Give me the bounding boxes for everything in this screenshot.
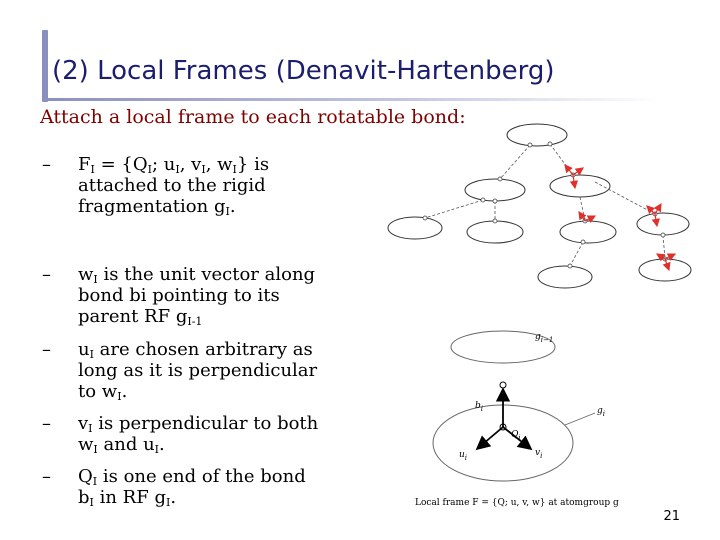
tree-node-2b: [550, 175, 610, 197]
bullet-line: [78, 487, 306, 508]
label-v: v: [535, 448, 541, 458]
tree-node-root: [507, 124, 567, 146]
bullet-text: w: [78, 264, 94, 285]
subscript: I: [89, 348, 94, 361]
bullet-text: , v: [179, 154, 202, 175]
bullet-line: [78, 264, 315, 285]
u-axis: [477, 427, 503, 449]
bullet-line: [78, 285, 315, 306]
bullet-line: [78, 175, 269, 196]
subscript: I: [88, 422, 93, 435]
bullet-text: .: [121, 381, 128, 402]
bullet-text: to w: [78, 381, 118, 402]
bullet-dash: –: [42, 154, 51, 175]
bullet-text: b: [78, 487, 90, 508]
subscript: I: [201, 163, 206, 176]
bullet-text: is one end of the bond: [97, 466, 306, 487]
subscript: I: [93, 273, 98, 286]
bullet-dash: –: [42, 264, 51, 285]
bullet-text: is the unit vector along: [97, 264, 316, 285]
label-Q: Q: [511, 430, 519, 440]
svg-text:vi: $v_i$: [535, 448, 543, 460]
label-b: b: [475, 401, 481, 411]
svg-text:bi: $b_i$: [475, 401, 484, 413]
bullet-text: in RF g: [93, 487, 166, 508]
bullet-text: fragmentation g: [78, 196, 226, 217]
bullet-text: u: [78, 339, 90, 360]
tree-node-3d: [637, 213, 689, 235]
bullet-text: parent RF g: [78, 306, 188, 327]
bullet-line: [78, 196, 269, 217]
bullet-text: } is: [236, 154, 270, 175]
bullet-line: [78, 466, 306, 487]
label-g-parent: g: [535, 332, 541, 342]
subscript: I: [147, 163, 152, 176]
subscript: I-1: [187, 315, 203, 328]
label-g: g: [597, 406, 603, 416]
bullet-text: , w: [205, 154, 233, 175]
intro-text: Attach a local frame to each rotatable bond:: [40, 106, 466, 128]
local-frame-diagram: [395, 325, 685, 525]
subscript: I: [232, 163, 237, 176]
tree-node-4a: [538, 266, 592, 288]
subscript: I: [89, 496, 94, 509]
title-accent-bar: [42, 30, 48, 102]
bullet-line: [78, 154, 269, 175]
svg-text:gi: $g_i$: [597, 406, 606, 418]
subscript: I: [117, 390, 122, 403]
subscript: I: [93, 443, 98, 456]
bullet-text: w: [78, 434, 94, 455]
page-number: 21: [663, 509, 680, 524]
slide-title: (2) Local Frames (Denavit-Hartenberg): [52, 56, 555, 86]
tree-node-3c: [560, 221, 616, 243]
tree-node-3b: [467, 221, 523, 243]
bullet-line: [78, 339, 317, 360]
bullet-text: are chosen arbitrary as: [93, 339, 313, 360]
bullet-dash: –: [42, 339, 51, 360]
title-underline: [42, 98, 662, 101]
subscript: I: [92, 475, 98, 488]
bullet-dash: –: [42, 413, 51, 434]
bullet-text: v: [78, 413, 89, 434]
frame-caption: Local frame F = {Q; u, v, w} at atomgroup g: [415, 498, 619, 508]
bullet-text: and u: [97, 434, 155, 455]
tree-node-3a: [388, 217, 442, 239]
bullet-line: [78, 413, 318, 434]
bullet-line: [78, 360, 317, 381]
svg-text:gi−1: $g_{i-1}$: [535, 332, 554, 344]
subscript: I: [175, 163, 180, 176]
bullet-text: Q: [78, 466, 93, 487]
bullet-text: long as it is perpendicular: [78, 360, 318, 381]
tree-node-2a: [465, 179, 525, 201]
tree-node-4b: [639, 259, 691, 281]
bullet-line: [78, 306, 315, 327]
subscript: I: [165, 496, 171, 509]
bullet-text: ; u: [151, 154, 176, 175]
bullet-text: .: [159, 434, 165, 455]
svg-text:ui: $u_i$: [459, 450, 468, 462]
subscript: I: [154, 443, 160, 456]
bullet-text: F: [78, 154, 91, 175]
bullet-text: attached to the rigid: [78, 175, 266, 196]
bullet-text: .: [229, 196, 236, 217]
group-leader-line: [565, 413, 595, 425]
bullet-text: .: [170, 487, 177, 508]
bullet-dash: –: [42, 466, 51, 487]
tree-diagram: [385, 120, 695, 300]
bullet-line: [78, 434, 318, 455]
subscript: I: [90, 163, 95, 176]
subscript: I: [225, 205, 230, 218]
bullet-text: is perpendicular to both: [92, 413, 319, 434]
bullet-line: [78, 381, 317, 402]
bullet-text: = {Q: [94, 154, 148, 175]
svg-text:Qi: $Q_i$: [511, 430, 521, 442]
label-u: u: [459, 450, 465, 460]
bullet-text: bond bi pointing to its: [78, 285, 280, 306]
